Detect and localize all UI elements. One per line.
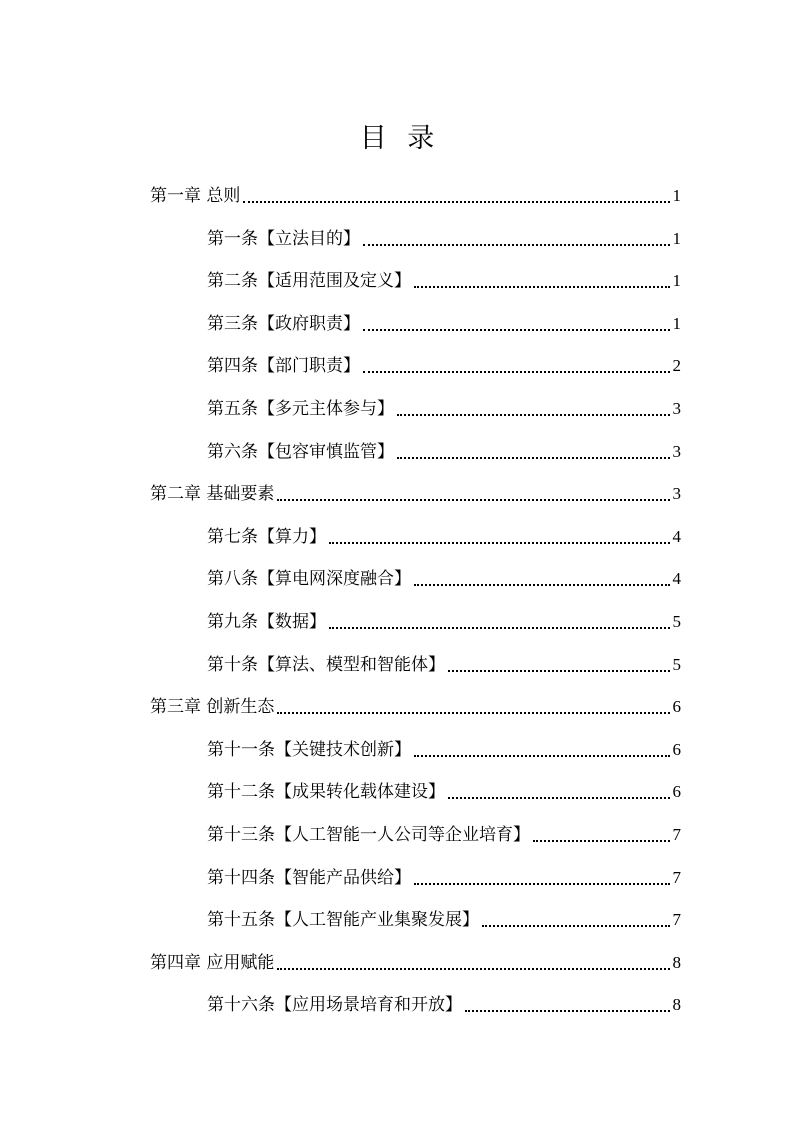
toc-article-entry[interactable] bbox=[207, 990, 681, 1020]
toc-entry-title: 第九条【数据】 bbox=[207, 612, 326, 632]
toc-page-number: 7 bbox=[672, 910, 681, 930]
toc-dot-leader bbox=[397, 414, 670, 416]
toc-chapter-entry[interactable] bbox=[150, 948, 681, 978]
toc-page-number: 5 bbox=[672, 612, 681, 631]
toc-page-number: 1 bbox=[672, 313, 681, 333]
toc-dot-leader bbox=[414, 883, 670, 885]
toc-entry-title: 第六条【包容审慎监管】 bbox=[207, 441, 394, 462]
toc-entry-title: 第一章 总则 bbox=[150, 186, 241, 206]
toc-dot-leader bbox=[363, 244, 670, 246]
toc-page-number: 8 bbox=[672, 952, 681, 972]
toc-dot-leader bbox=[533, 840, 670, 842]
toc-page-number: 3 bbox=[672, 399, 681, 418]
toc-entry-title: 第三条【政府职责】 bbox=[207, 313, 360, 334]
toc-page-number: 6 bbox=[672, 739, 681, 759]
toc-dot-leader bbox=[363, 329, 670, 331]
toc-entry-title: 第五条【多元主体参与】 bbox=[207, 399, 394, 419]
toc-article-entry[interactable] bbox=[207, 735, 681, 765]
toc-entry-title: 第四章 应用赋能 bbox=[150, 952, 275, 973]
toc-dot-leader bbox=[329, 627, 670, 629]
toc-entry-title: 第十三条【人工智能一人公司等企业培育】 bbox=[207, 825, 530, 845]
toc-page-number: 7 bbox=[672, 867, 681, 887]
toc-page-number: 6 bbox=[672, 697, 681, 717]
toc-chapter-entry[interactable] bbox=[150, 181, 681, 211]
toc-entry-title: 第十四条【智能产品供给】 bbox=[207, 867, 411, 888]
toc-entry-title: 第十六条【应用场景培育和开放】 bbox=[207, 995, 462, 1016]
toc-article-entry[interactable] bbox=[207, 309, 681, 339]
toc-entry-title: 第四条【部门职责】 bbox=[207, 356, 360, 377]
toc-page-number: 3 bbox=[672, 484, 681, 504]
toc-dot-leader bbox=[465, 1010, 670, 1012]
toc-article-entry[interactable] bbox=[207, 650, 681, 680]
toc-page-number: 6 bbox=[672, 782, 681, 802]
page-title: 目 录 bbox=[359, 123, 441, 155]
toc-dot-leader bbox=[397, 457, 670, 459]
toc-page-number: 2 bbox=[672, 356, 681, 376]
toc-page-number: 4 bbox=[672, 526, 681, 546]
toc-entry-title: 第七条【算力】 bbox=[207, 526, 326, 547]
toc-article-entry[interactable] bbox=[207, 522, 681, 552]
toc-page-number: 1 bbox=[672, 186, 681, 205]
toc-article-entry[interactable] bbox=[207, 863, 681, 893]
toc-page-number: 7 bbox=[672, 825, 681, 844]
toc-page-number: 8 bbox=[672, 995, 681, 1015]
toc-article-entry[interactable] bbox=[207, 437, 681, 467]
toc-dot-leader bbox=[277, 499, 669, 501]
toc-dot-leader bbox=[243, 201, 669, 203]
toc-article-entry[interactable] bbox=[207, 351, 681, 381]
toc-entry-title: 第二章 基础要素 bbox=[150, 484, 275, 505]
toc-dot-leader bbox=[414, 584, 670, 586]
toc-page-number: 1 bbox=[672, 271, 681, 291]
toc-entry-title: 第十五条【人工智能产业集聚发展】 bbox=[207, 910, 479, 931]
toc-article-entry[interactable] bbox=[207, 564, 681, 594]
toc-page-number: 3 bbox=[672, 441, 681, 461]
toc-article-entry[interactable] bbox=[207, 394, 681, 424]
toc-dot-leader bbox=[414, 755, 670, 757]
toc-dot-leader bbox=[363, 371, 670, 373]
toc-chapter-entry[interactable] bbox=[150, 479, 681, 509]
toc-article-entry[interactable] bbox=[207, 607, 681, 637]
toc-dot-leader bbox=[448, 797, 670, 799]
toc-article-entry[interactable] bbox=[207, 224, 681, 254]
toc-dot-leader bbox=[277, 712, 669, 714]
toc-chapter-entry[interactable] bbox=[150, 692, 681, 722]
toc-dot-leader bbox=[414, 286, 670, 288]
toc-article-entry[interactable] bbox=[207, 777, 681, 807]
toc-entry-title: 第十条【算法、模型和智能体】 bbox=[207, 654, 445, 675]
toc-entry-title: 第二条【适用范围及定义】 bbox=[207, 271, 411, 292]
toc-article-entry[interactable] bbox=[207, 905, 681, 935]
toc-dot-leader bbox=[277, 968, 669, 970]
toc-dot-leader bbox=[329, 542, 670, 544]
toc-page-number: 1 bbox=[672, 228, 681, 248]
toc-entry-title: 第一条【立法目的】 bbox=[207, 228, 360, 249]
toc-dot-leader bbox=[448, 670, 670, 672]
toc-entry-title: 第八条【算电网深度融合】 bbox=[207, 569, 411, 590]
toc-article-entry[interactable] bbox=[207, 820, 681, 850]
toc-entry-title: 第十一条【关键技术创新】 bbox=[207, 739, 411, 760]
toc-entry-title: 第三章 创新生态 bbox=[150, 697, 275, 718]
toc-page-number: 4 bbox=[672, 569, 681, 589]
toc-entry-title: 第十二条【成果转化载体建设】 bbox=[207, 782, 445, 803]
toc-article-entry[interactable] bbox=[207, 266, 681, 296]
toc-dot-leader bbox=[482, 925, 670, 927]
toc-page-number: 5 bbox=[672, 654, 681, 674]
